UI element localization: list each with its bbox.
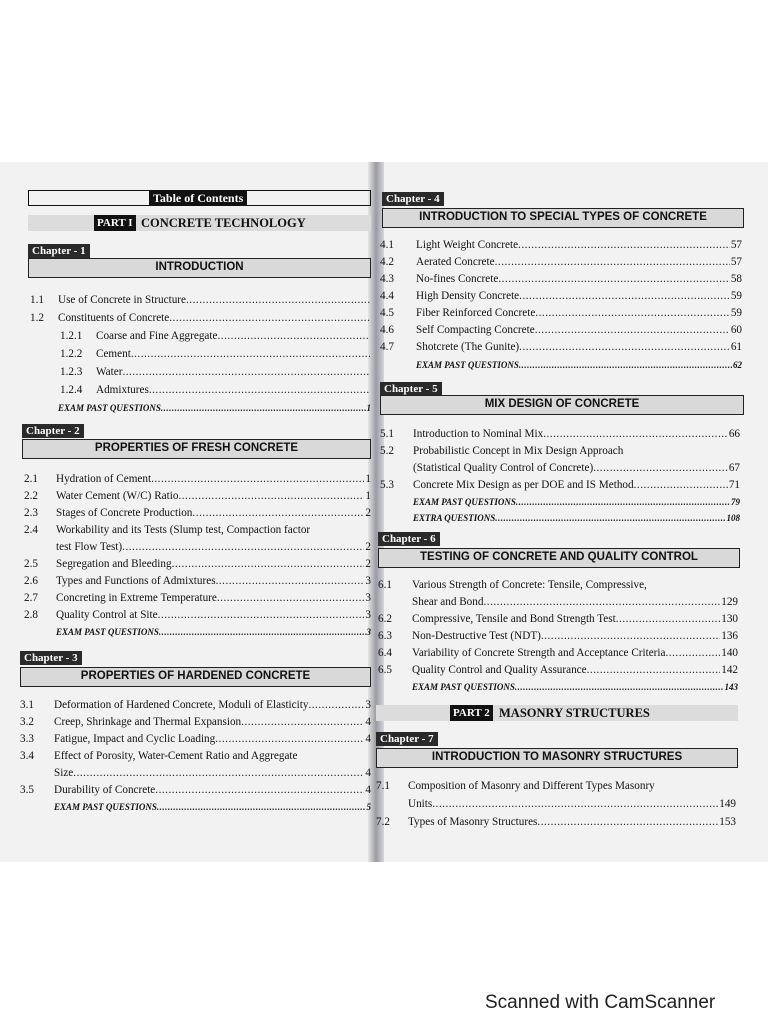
toc-entry[interactable] xyxy=(378,645,738,661)
entry-title: Self Compacting Concrete xyxy=(416,324,535,336)
toc-entry[interactable] xyxy=(380,477,740,493)
entry-line xyxy=(413,510,740,526)
leader-dots xyxy=(215,731,364,747)
leader-dots xyxy=(308,697,364,713)
entry-title: Cement xyxy=(96,348,131,360)
toc-entry[interactable] xyxy=(380,288,742,304)
entry-title: Variability of Concrete Strength and Acceptance Criteria xyxy=(412,647,666,659)
page-number: 79 xyxy=(731,497,740,507)
leader-dots xyxy=(169,310,370,326)
leader-dots xyxy=(587,662,721,678)
section-number: 3.1 xyxy=(20,699,34,711)
entry-title: Constituents of Concrete xyxy=(58,312,170,324)
entry-title: Shear and Bond xyxy=(412,596,484,608)
section-number: 1.1 xyxy=(30,294,44,306)
entry-title: Non-Destructive Test (NDT) xyxy=(412,630,541,642)
section-number: 4.6 xyxy=(380,324,394,336)
page-number: 71 xyxy=(728,479,740,491)
section-number: 4.7 xyxy=(380,341,394,353)
page-number: 2 xyxy=(365,558,371,570)
leader-dots xyxy=(535,322,730,338)
page-number: 1 xyxy=(365,473,371,485)
entry-line xyxy=(96,364,371,380)
page-number: 108 xyxy=(726,513,740,523)
leader-dots xyxy=(178,488,364,504)
chapter-title: PROPERTIES OF HARDENED CONCRETE xyxy=(20,667,371,687)
entry-line xyxy=(416,339,742,355)
exam-questions-entry[interactable] xyxy=(380,510,740,526)
entry-line xyxy=(56,556,371,572)
page-number: 4 xyxy=(365,767,371,779)
toc-entry[interactable] xyxy=(376,796,736,812)
entry-title: Types and Functions of Admixtures xyxy=(56,575,216,587)
page-number: 1 xyxy=(365,490,371,502)
toc-entry[interactable] xyxy=(30,292,371,308)
entry-title: Aerated Concrete xyxy=(416,256,495,268)
toc-entry[interactable] xyxy=(380,426,740,442)
entry-line xyxy=(413,443,740,459)
toc-entry[interactable] xyxy=(378,662,738,678)
entry-line xyxy=(56,471,371,487)
page-number: 153 xyxy=(719,816,736,828)
leader-dots xyxy=(216,573,365,589)
chapter-tag: Chapter - 6 xyxy=(378,532,440,546)
entry-line xyxy=(416,271,742,287)
toc-entry[interactable] xyxy=(24,505,371,521)
entry-title: Quality Control and Quality Assurance xyxy=(412,664,587,676)
entry-line xyxy=(56,522,371,538)
page-number: 4 xyxy=(365,716,371,728)
chapter-title: TESTING OF CONCRETE AND QUALITY CONTROL xyxy=(378,548,740,568)
chapter-title: INTRODUCTION TO MASONRY STRUCTURES xyxy=(376,748,738,768)
chapter-tag: Chapter - 3 xyxy=(20,651,82,665)
toc-entry[interactable] xyxy=(24,471,371,487)
toc-entry[interactable] xyxy=(24,522,371,538)
leader-dots xyxy=(616,611,720,627)
entry-line xyxy=(412,679,738,695)
leader-dots xyxy=(192,505,364,521)
leader-dots xyxy=(151,471,364,487)
entry-title: EXAM PAST QUESTIONS xyxy=(58,403,161,413)
entry-line xyxy=(408,796,736,812)
chapter-tag: Chapter - 4 xyxy=(382,192,444,206)
page-number: 5 xyxy=(366,802,371,812)
section-number: 2.3 xyxy=(24,507,38,519)
entry-title: Quality Control at Site xyxy=(56,609,158,621)
entry-line xyxy=(413,494,740,510)
section-number: 4.1 xyxy=(380,239,394,251)
entry-line xyxy=(54,714,371,730)
page-number: 2 xyxy=(365,507,371,519)
toc-entry[interactable] xyxy=(380,305,742,321)
entry-title: Effect of Porosity, Water-Cement Ratio and Aggregate xyxy=(54,750,298,762)
page-number: 62 xyxy=(733,360,742,370)
page-number: 130 xyxy=(721,613,738,625)
leader-dots xyxy=(495,254,730,270)
leader-dots xyxy=(634,477,728,493)
toc-entry[interactable] xyxy=(30,364,371,380)
entry-title: Admixtures xyxy=(96,384,149,396)
scanned-book-spread xyxy=(0,162,768,862)
entry-line xyxy=(416,322,742,338)
leader-dots xyxy=(515,679,724,695)
leader-dots xyxy=(155,782,364,798)
chapter-tag: Chapter - 5 xyxy=(380,382,442,396)
toc-entry[interactable] xyxy=(380,322,742,338)
page-number: 60 xyxy=(730,324,742,336)
entry-line xyxy=(96,346,371,362)
toc-entry[interactable] xyxy=(24,539,371,555)
leader-dots xyxy=(122,539,364,555)
chapter-tag: Chapter - 7 xyxy=(376,732,438,746)
section-number: 1.2.3 xyxy=(60,366,83,378)
entry-line xyxy=(58,310,371,326)
page-number: 142 xyxy=(721,664,738,676)
part-title: MASONRY STRUCTURES xyxy=(499,706,650,720)
exam-questions-entry[interactable] xyxy=(24,624,371,640)
entry-line xyxy=(54,799,371,815)
section-number: 6.2 xyxy=(378,613,392,625)
entry-line xyxy=(96,382,371,398)
toc-entry[interactable] xyxy=(24,607,371,623)
entry-line xyxy=(412,628,738,644)
page-number: 129 xyxy=(721,596,738,608)
leader-dots xyxy=(157,799,366,815)
page-number: 4 xyxy=(365,733,371,745)
section-number: 1.2.1 xyxy=(60,330,83,342)
entry-line xyxy=(56,607,371,623)
section-number: 7.2 xyxy=(376,816,390,828)
section-number: 2.6 xyxy=(24,575,38,587)
entry-line xyxy=(413,477,740,493)
entry-title: Water xyxy=(96,366,123,378)
entry-title: High Density Concrete xyxy=(416,290,520,302)
page-number: 3 xyxy=(365,609,371,621)
toc-entry[interactable] xyxy=(380,254,742,270)
left-page xyxy=(0,162,370,862)
entry-line xyxy=(96,328,371,344)
toc-entry[interactable] xyxy=(376,778,736,794)
entry-title: Concreting in Extreme Temperature xyxy=(56,592,217,604)
section-number: 6.1 xyxy=(378,579,392,591)
toc-entry[interactable] xyxy=(376,814,736,830)
entry-line xyxy=(56,539,371,555)
exam-questions-entry[interactable] xyxy=(30,400,371,416)
page-number: 2 xyxy=(365,541,371,553)
entry-title: Introduction to Nominal Mix xyxy=(413,428,544,440)
toc-entry[interactable] xyxy=(378,594,738,610)
entry-line xyxy=(412,594,738,610)
entry-line xyxy=(54,697,371,713)
entry-line xyxy=(56,488,371,504)
leader-dots xyxy=(519,357,732,373)
page-number: 57 xyxy=(730,239,742,251)
toc-entry[interactable] xyxy=(378,611,738,627)
entry-line xyxy=(412,611,738,627)
leader-dots xyxy=(593,460,728,476)
toc-title: Table of Contents xyxy=(149,190,247,206)
part-tag: PART I xyxy=(94,215,136,231)
leader-dots xyxy=(241,714,364,730)
page-number: 57 xyxy=(730,256,742,268)
toc-entry[interactable] xyxy=(30,382,371,398)
entry-title: Durability of Concrete xyxy=(54,784,156,796)
leader-dots xyxy=(666,645,721,661)
toc-entry[interactable] xyxy=(24,573,371,589)
page-number: 3 xyxy=(366,627,371,637)
page-number: 3 xyxy=(365,699,371,711)
entry-title: Compressive, Tensile and Bond Strength Test xyxy=(412,613,616,625)
page-number: 3 xyxy=(365,592,371,604)
entry-line xyxy=(56,590,371,606)
section-number: 3.3 xyxy=(20,733,34,745)
leader-dots xyxy=(543,426,728,442)
entry-title: Light Weight Concrete xyxy=(416,239,519,251)
leader-dots xyxy=(537,814,718,830)
entry-title: No-fines Concrete xyxy=(416,273,499,285)
exam-questions-entry[interactable] xyxy=(380,494,740,510)
page-number: 149 xyxy=(719,798,736,810)
section-number: 4.2 xyxy=(380,256,394,268)
entry-line xyxy=(416,254,742,270)
leader-dots xyxy=(158,607,365,623)
part-1-banner xyxy=(28,215,371,231)
toc-entry[interactable] xyxy=(380,460,740,476)
section-number: 2.4 xyxy=(24,524,38,536)
entry-line xyxy=(58,292,371,308)
entry-title: Size xyxy=(54,767,74,779)
entry-line xyxy=(413,460,740,476)
leader-dots xyxy=(122,364,370,380)
part-tag: PART 2 xyxy=(450,705,493,721)
entry-line xyxy=(56,505,371,521)
toc-entry[interactable] xyxy=(20,731,371,747)
leader-dots xyxy=(516,494,730,510)
entry-title: EXAM PAST QUESTIONS xyxy=(416,360,519,370)
leader-dots xyxy=(217,328,370,344)
toc-entry[interactable] xyxy=(30,310,371,326)
leader-dots xyxy=(518,237,730,253)
section-number: 4.4 xyxy=(380,290,394,302)
leader-dots xyxy=(186,292,370,308)
page-number: 4 xyxy=(365,784,371,796)
entry-line xyxy=(408,778,736,794)
entry-title: Units xyxy=(408,798,433,810)
section-number: 5.2 xyxy=(380,445,394,457)
leader-dots xyxy=(541,628,720,644)
section-number: 2.2 xyxy=(24,490,38,502)
entry-line xyxy=(56,573,371,589)
entry-line xyxy=(56,624,371,640)
page-number: 66 xyxy=(728,428,740,440)
entry-line xyxy=(54,765,371,781)
section-number: 1.2.4 xyxy=(60,384,83,396)
entry-line xyxy=(416,357,742,373)
toc-entry[interactable] xyxy=(30,346,371,362)
leader-dots xyxy=(535,305,730,321)
toc-entry[interactable] xyxy=(20,748,371,764)
right-page xyxy=(376,162,768,862)
chapter-title: MIX DESIGN OF CONCRETE xyxy=(380,395,744,415)
entry-title: Creep, Shrinkage and Thermal Expansion xyxy=(54,716,242,728)
entry-title: Fatigue, Impact and Cyclic Loading xyxy=(54,733,216,745)
leader-dots xyxy=(519,339,730,355)
entry-title: (Statistical Quality Control of Concrete) xyxy=(413,462,594,474)
entry-title: EXAM PAST QUESTIONS xyxy=(54,802,157,812)
entry-title: Fiber Reinforced Concrete xyxy=(416,307,536,319)
page-number: 59 xyxy=(730,290,742,302)
toc-entry[interactable] xyxy=(24,556,371,572)
section-number: 4.5 xyxy=(380,307,394,319)
entry-line xyxy=(416,237,742,253)
section-number: 1.2 xyxy=(30,312,44,324)
entry-line xyxy=(412,577,738,593)
entry-title: Workability and its Tests (Slump test, Compaction factor xyxy=(56,524,311,536)
entry-title: Composition of Masonry and Different Types Masonry xyxy=(408,780,655,792)
toc-entry[interactable] xyxy=(24,590,371,606)
entry-line xyxy=(58,400,371,416)
toc-entry[interactable] xyxy=(380,443,740,459)
leader-dots xyxy=(149,382,370,398)
section-number: 6.3 xyxy=(378,630,392,642)
section-number: 2.7 xyxy=(24,592,38,604)
section-number: 6.5 xyxy=(378,664,392,676)
section-number: 3.2 xyxy=(20,716,34,728)
entry-line xyxy=(54,731,371,747)
leader-dots xyxy=(159,624,366,640)
entry-title: EXAM PAST QUESTIONS xyxy=(413,497,516,507)
entry-title: Various Strength of Concrete: Tensile, Compressive, xyxy=(412,579,647,591)
camscanner-watermark: Scanned with CamScanner xyxy=(485,992,716,1013)
toc-entry[interactable] xyxy=(378,628,738,644)
entry-line xyxy=(412,662,738,678)
entry-line xyxy=(416,305,742,321)
section-number: 3.5 xyxy=(20,784,34,796)
leader-dots xyxy=(495,510,725,526)
leader-dots xyxy=(73,765,364,781)
entry-line xyxy=(412,645,738,661)
section-number: 1.2.2 xyxy=(60,348,83,360)
toc-entry[interactable] xyxy=(380,237,742,253)
section-number: 2.1 xyxy=(24,473,38,485)
entry-line xyxy=(54,782,371,798)
page-number: 136 xyxy=(721,630,738,642)
toc-entry[interactable] xyxy=(20,714,371,730)
page-number: 59 xyxy=(730,307,742,319)
chapter-tag: Chapter - 1 xyxy=(28,244,90,258)
entry-title: EXAM PAST QUESTIONS xyxy=(56,627,159,637)
leader-dots xyxy=(172,556,365,572)
entry-title: Segregation and Bleeding xyxy=(56,558,172,570)
page-number: 1 xyxy=(366,403,371,413)
entry-title: Types of Masonry Structures xyxy=(408,816,538,828)
entry-line xyxy=(54,748,371,764)
toc-entry[interactable] xyxy=(380,271,742,287)
page-number: 143 xyxy=(724,682,738,692)
page-number: 61 xyxy=(730,341,742,353)
leader-dots xyxy=(131,346,370,362)
entry-title: Shotcrete (The Gunite) xyxy=(416,341,520,353)
entry-title: test Flow Test) xyxy=(56,541,123,553)
section-number: 4.3 xyxy=(380,273,394,285)
section-number: 3.4 xyxy=(20,750,34,762)
page-number: 58 xyxy=(730,273,742,285)
entry-title: EXAM PAST QUESTIONS xyxy=(412,682,515,692)
leader-dots xyxy=(483,594,720,610)
entry-title: Use of Concrete in Structure xyxy=(58,294,186,306)
toc-entry[interactable] xyxy=(378,577,738,593)
toc-title-box xyxy=(28,190,371,206)
entry-title: EXTRA QUESTIONS xyxy=(413,513,496,523)
entry-title: Deformation of Hardened Concrete, Moduli of Elasticity xyxy=(54,699,309,711)
part-2-banner xyxy=(376,705,738,721)
section-number: 5.3 xyxy=(380,479,394,491)
entry-title: Concrete Mix Design as per DOE and IS Method xyxy=(413,479,634,491)
exam-questions-entry[interactable] xyxy=(20,799,371,815)
entry-title: Stages of Concrete Production xyxy=(56,507,193,519)
entry-title: Probabilistic Concept in Mix Design Approach xyxy=(413,445,624,457)
entry-line xyxy=(408,814,736,830)
leader-dots xyxy=(432,796,718,812)
leader-dots xyxy=(161,400,366,416)
exam-questions-entry[interactable] xyxy=(378,679,738,695)
toc-entry[interactable] xyxy=(20,765,371,781)
toc-entry[interactable] xyxy=(20,697,371,713)
exam-questions-entry[interactable] xyxy=(380,357,742,373)
leader-dots xyxy=(217,590,365,606)
page-number: 140 xyxy=(721,647,738,659)
section-number: 6.4 xyxy=(378,647,392,659)
chapter-tag: Chapter - 2 xyxy=(22,424,84,438)
entry-title: Water Cement (W/C) Ratio xyxy=(56,490,179,502)
entry-title: Coarse and Fine Aggregate xyxy=(96,330,218,342)
page-number: 67 xyxy=(728,462,740,474)
entry-title: Hydration of Cement xyxy=(56,473,152,485)
chapter-title: INTRODUCTION xyxy=(28,258,371,278)
section-number: 2.5 xyxy=(24,558,38,570)
toc-entry[interactable] xyxy=(20,782,371,798)
section-number: 2.8 xyxy=(24,609,38,621)
leader-dots xyxy=(498,271,729,287)
entry-line xyxy=(413,426,740,442)
entry-line xyxy=(416,288,742,304)
toc-entry[interactable] xyxy=(24,488,371,504)
part-title: CONCRETE TECHNOLOGY xyxy=(141,216,306,230)
section-number: 7.1 xyxy=(376,780,390,792)
section-number: 5.1 xyxy=(380,428,394,440)
chapter-title: PROPERTIES OF FRESH CONCRETE xyxy=(22,439,371,459)
leader-dots xyxy=(519,288,730,304)
toc-entry[interactable] xyxy=(380,339,742,355)
toc-entry[interactable] xyxy=(30,328,371,344)
page-number: 3 xyxy=(365,575,371,587)
chapter-title: INTRODUCTION TO SPECIAL TYPES OF CONCRETE xyxy=(382,208,744,228)
